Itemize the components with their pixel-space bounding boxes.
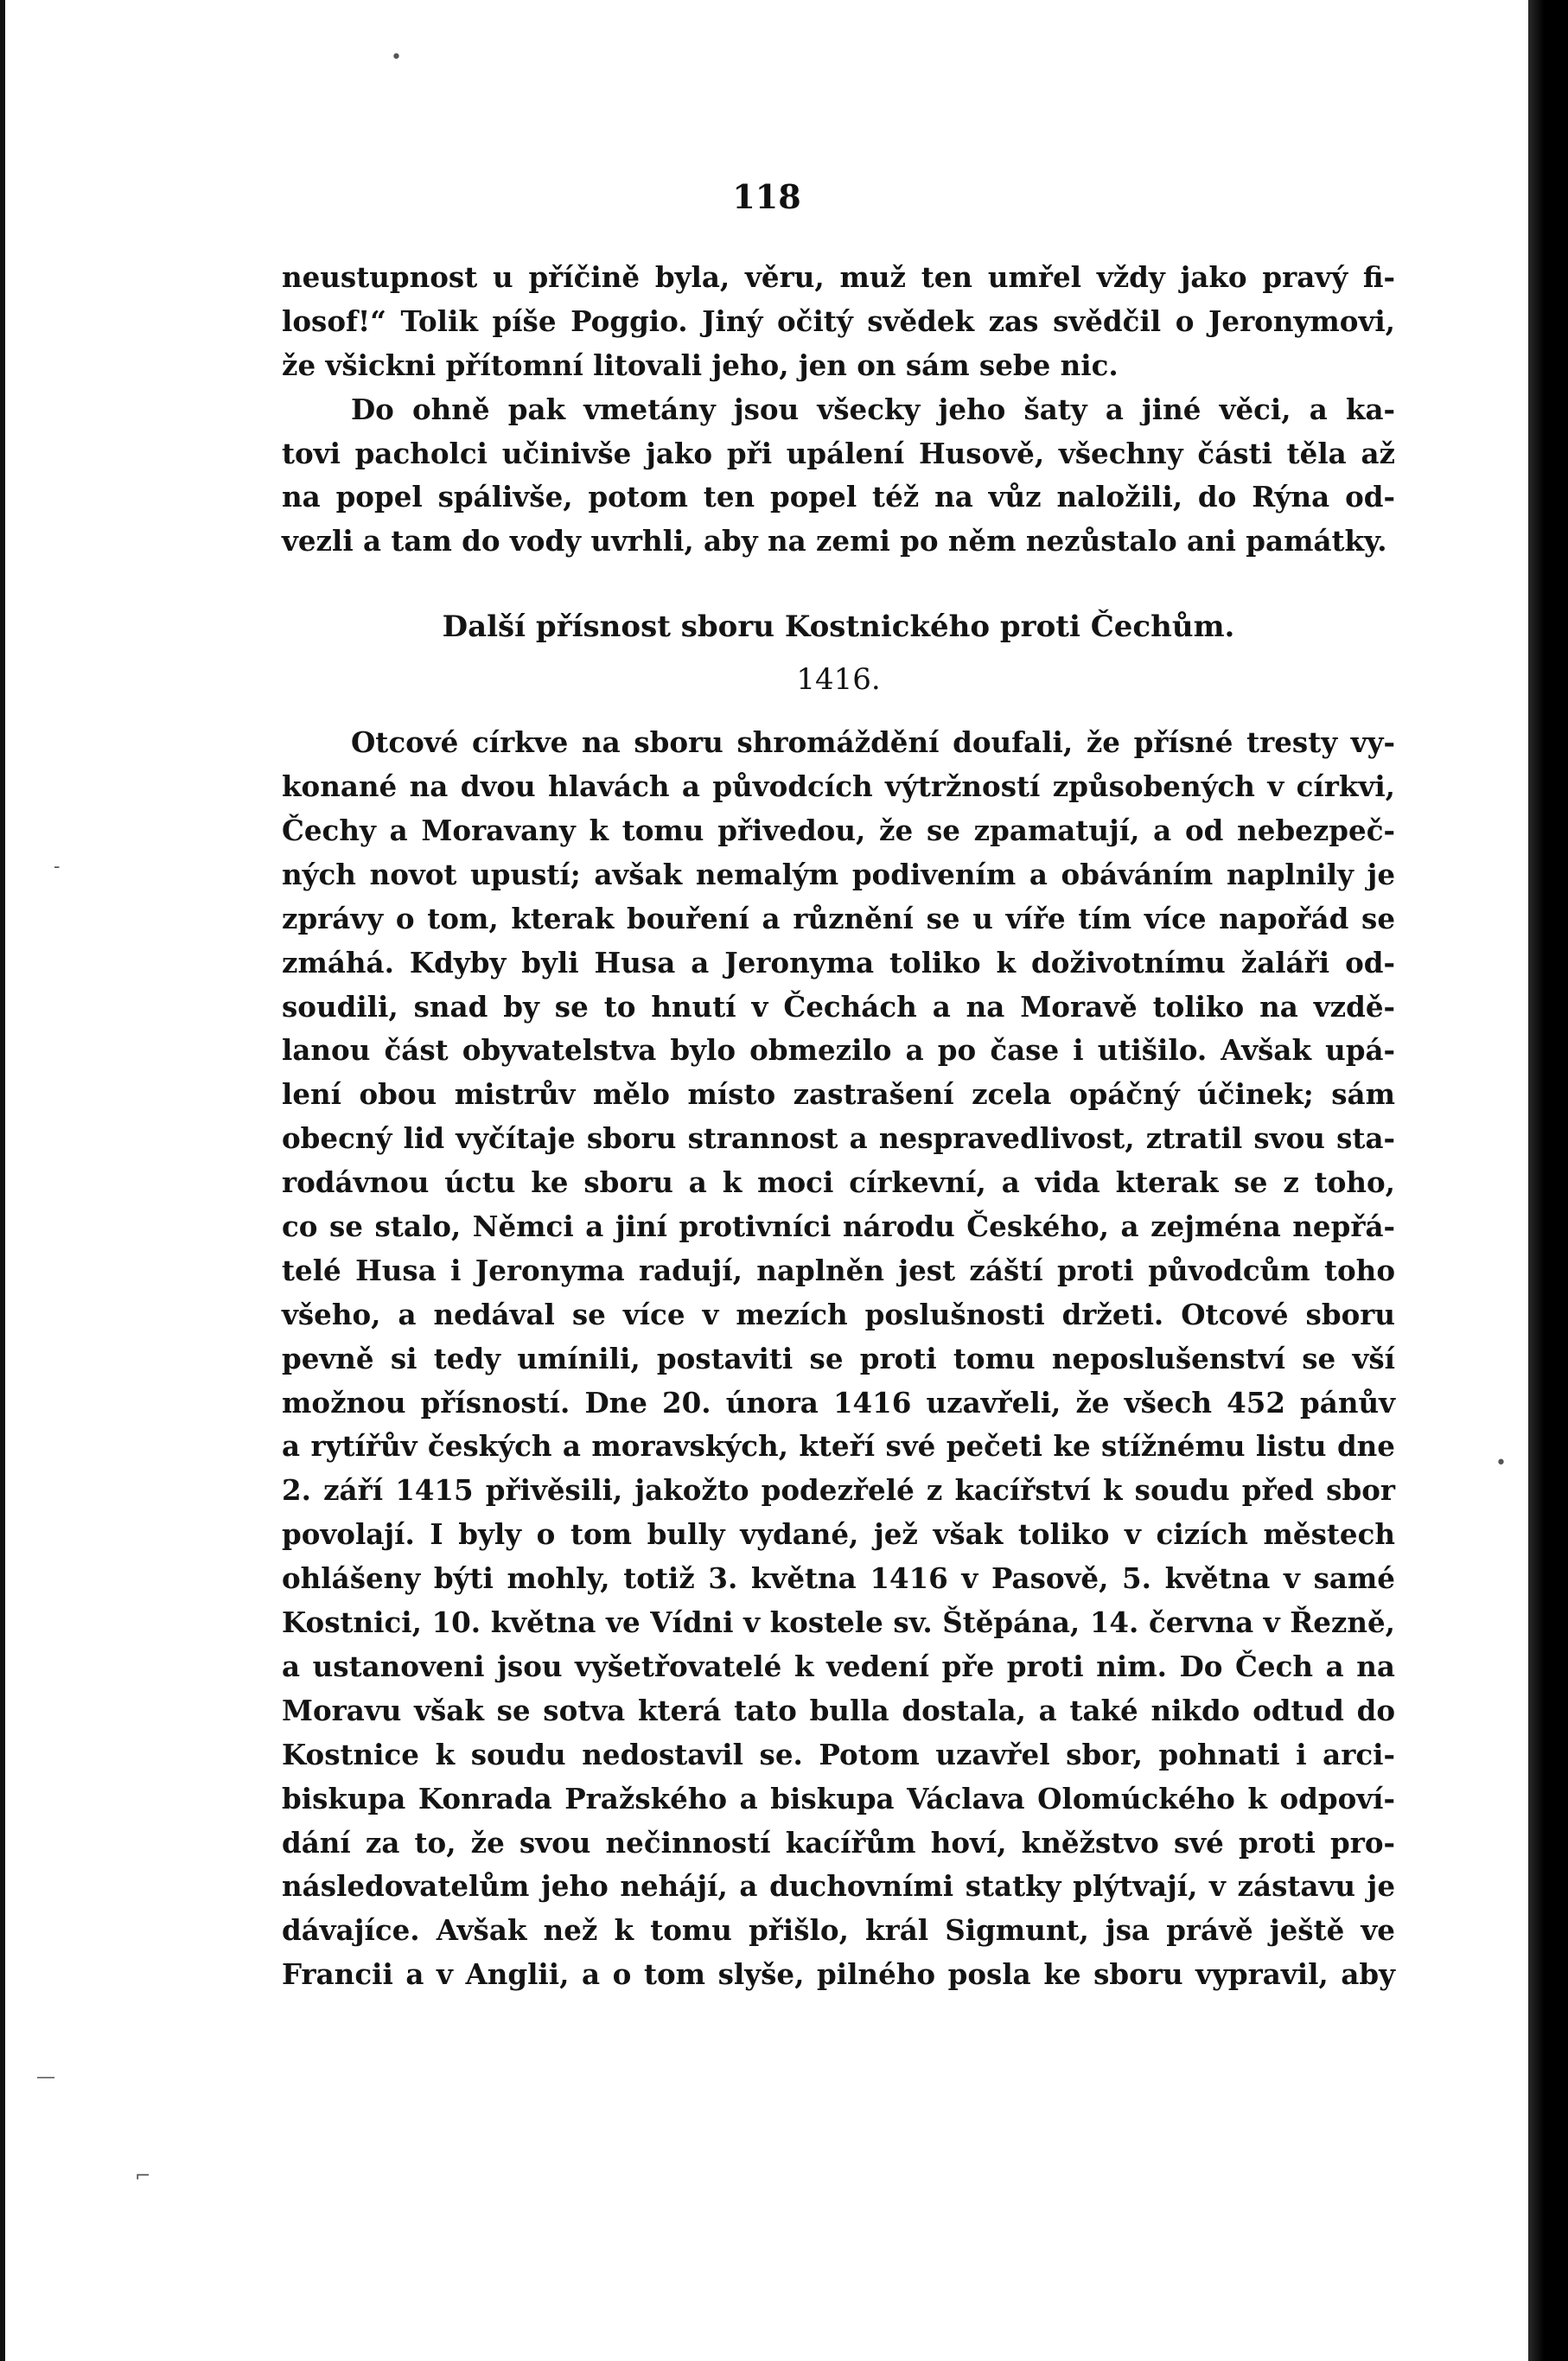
text-line: losof!“ Tolik píše Poggio. Jiný očitý svědek zas svědčil o Jeronymovi,: [282, 303, 1395, 338]
text-line: tovi pacholci učinivše jako při upálení Husově, všechny části těla až: [282, 436, 1395, 470]
text-line: lanou část obyvatelstva bylo obmezilo a po čase i utišilo. Avšak upá-: [282, 1033, 1395, 1068]
scan-speck: •: [391, 47, 402, 68]
text-line: povolají. I byly o tom bully vydané, jež však toliko v cizích městech: [282, 1517, 1395, 1552]
section-year: 1416.: [796, 662, 881, 698]
text-line: konané na dvou hlavách a původcích výtržností způsobených v církvi,: [282, 769, 1395, 804]
text-line: Moravu však se sotva která tato bulla dostala, a také nikdo odtud do: [282, 1693, 1395, 1727]
text-line: Kostnici, 10. května ve Vídni v kostele sv. Štěpána, 14. června v Řezně,: [282, 1605, 1395, 1640]
text-line: co se stalo, Němci a jiní protivníci národu Českého, a zejména nepřá-: [282, 1209, 1395, 1244]
text-line: ohlášeny býti mohly, totiž 3. května 1416 v Pasově, 5. května v samé: [282, 1561, 1395, 1596]
text-line: zmáhá. Kdyby byli Husa a Jeronyma toliko k doživotnímu žaláři od-: [282, 945, 1395, 979]
text-line: obecný lid vyčítaje sboru strannost a nespravedlivost, ztratil svou sta-: [282, 1121, 1395, 1156]
scan-edge: [1528, 0, 1568, 2361]
text-line: na popel spálivše, potom ten popel též na vůz naložili, do Rýna od-: [282, 480, 1395, 514]
text-line: Francii a v Anglii, a o tom slyše, pilného posla ke sboru vypravil, aby: [282, 1957, 1395, 1992]
text-line: Čechy a Moravany k tomu přivedou, že se zpamatují, a od nebezpeč-: [282, 814, 1395, 848]
text-line: a rytířův českých a moravských, kteří své pečeti ke stížnému listu dne: [282, 1429, 1395, 1464]
scan-speck: ⌐: [135, 2166, 151, 2187]
text-line: biskupa Konrada Pražského a biskupa Václava Olomúckého k odpoví-: [282, 1781, 1395, 1815]
text-line: zprávy o tom, kterak bouření a různění se u víře tím více napořád se: [282, 901, 1395, 935]
text-line: následovatelům jeho nehájí, a duchovními statky plýtvají, v zástavu je: [282, 1869, 1395, 1904]
text-line: lení obou mistrův mělo místo zastrašení zcela opáčný účinek; sám: [282, 1077, 1395, 1112]
text-line: pevně si tedy umínili, postaviti se proti tomu neposlušenství se vší: [282, 1341, 1395, 1375]
scan-speck: -: [54, 856, 61, 877]
text-line: Kostnice k soudu nedostavil se. Potom uzavřel sbor, pohnati i arci-: [282, 1737, 1395, 1771]
text-line: neustupnost u příčině byla, věru, muž ten umřel vždy jako pravý fi-: [282, 260, 1395, 294]
text-line: že všickni přítomní litovali jeho, jen on sám sebe nic.: [282, 348, 1119, 382]
scan-speck: —: [36, 2066, 55, 2088]
text-line: ných novot upustí; avšak nemalým podivením a obáváním naplnily je: [282, 857, 1395, 891]
text-line: dání za to, že svou nečinností kacířům hoví, kněžstvo své proti pro-: [282, 1825, 1395, 1860]
text-line: vezli a tam do vody uvrhli, aby na zemi po něm nezůstalo ani památky.: [282, 524, 1387, 558]
text-line: všeho, a nedával se více v mezích poslušnosti držeti. Otcové sboru: [282, 1297, 1395, 1331]
text-line: soudili, snad by se to hnutí v Čechách a na Moravě toliko na vzdě-: [282, 989, 1395, 1024]
text-line: Do ohně pak vmetány jsou všecky jeho šaty a jiné věci, a ka-: [351, 392, 1395, 426]
text-line: telé Husa i Jeronyma radují, naplněn jest záští proti původcům toho: [282, 1253, 1395, 1287]
text-line: rodávnou úctu ke sboru a k moci církevní, a vida kterak se z toho,: [282, 1165, 1395, 1200]
text-line: možnou přísností. Dne 20. února 1416 uzavřeli, že všech 452 pánův: [282, 1385, 1395, 1420]
section-heading: Další přísnost sboru Kostnického proti Čechům.: [442, 609, 1235, 645]
page-number: 118: [732, 177, 801, 216]
scan-speck: •: [1495, 1452, 1507, 1474]
text-line: Otcové církve na sboru shromáždění doufali, že přísné tresty vy-: [351, 725, 1395, 760]
page-text: [282, 256, 1395, 1997]
text-line: dávajíce. Avšak než k tomu přišlo, král Sigmunt, jsa právě ještě ve: [282, 1913, 1395, 1948]
book-page: [5, 0, 1528, 2361]
text-line: 2. září 1415 přivěsili, jakožto podezřelé z kacířství k soudu před sbor: [282, 1473, 1395, 1508]
text-line: a ustanoveni jsou vyšetřovatelé k vedení pře proti nim. Do Čech a na: [282, 1649, 1395, 1683]
